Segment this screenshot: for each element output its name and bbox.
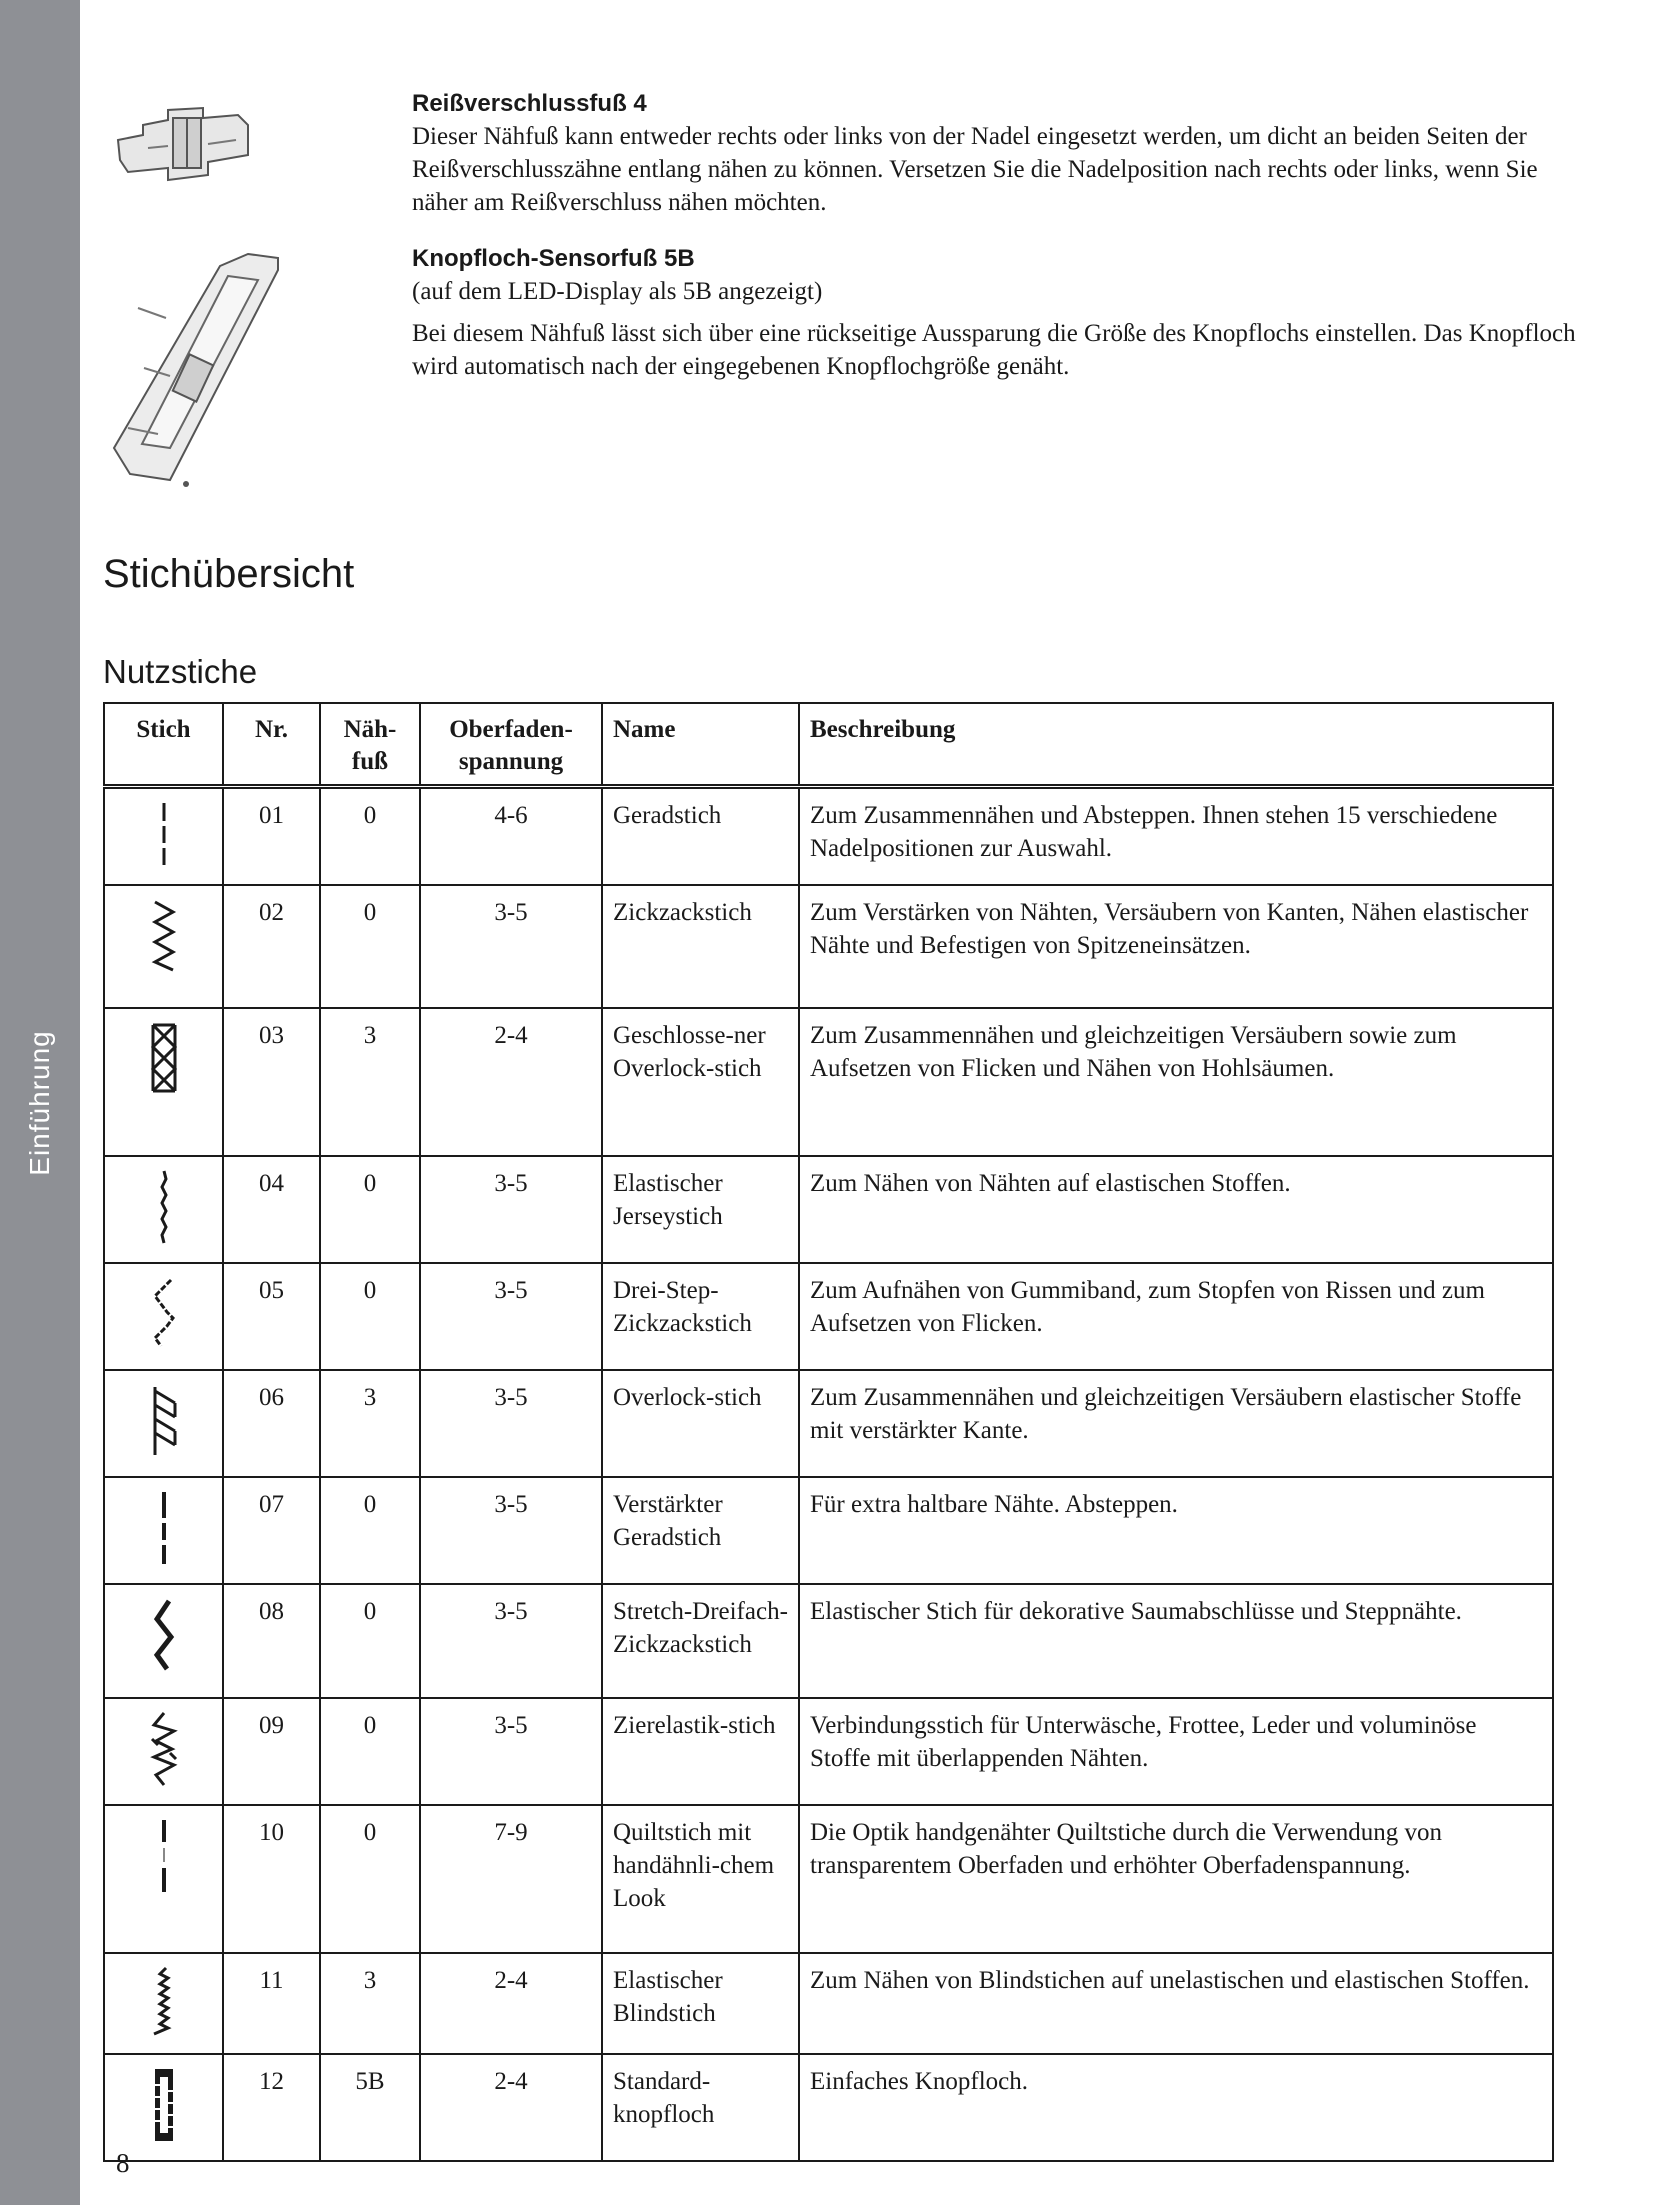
stitch-tension: 2-4 bbox=[420, 1953, 602, 2054]
buttonhole-foot-subtitle: (auf dem LED-Display als 5B angezeigt) bbox=[412, 278, 823, 305]
overlock-stitch-icon bbox=[147, 1381, 181, 1461]
stitch-foot: 3 bbox=[320, 1370, 420, 1477]
stitch-nr: 08 bbox=[223, 1584, 320, 1698]
zipper-foot-title: Reißverschlussfuß 4 bbox=[412, 90, 647, 117]
stitch-nr: 12 bbox=[223, 2054, 320, 2161]
stitch-tension: 3-5 bbox=[420, 1477, 602, 1584]
decorative-elastic-stitch-icon bbox=[144, 1709, 184, 1789]
header-foot: Näh-fuß bbox=[320, 703, 420, 787]
header-description: Beschreibung bbox=[799, 703, 1553, 787]
stitch-nr: 05 bbox=[223, 1263, 320, 1370]
header-name: Name bbox=[602, 703, 799, 787]
stitch-tension: 3-5 bbox=[420, 1584, 602, 1698]
stitch-name: Geradstich bbox=[602, 787, 799, 886]
page-number: 8 bbox=[116, 2148, 130, 2178]
stitch-tension: 3-5 bbox=[420, 1263, 602, 1370]
jersey-stitch-icon bbox=[154, 1167, 174, 1247]
zigzag-stitch-icon bbox=[149, 896, 179, 976]
buttonhole-foot-section bbox=[412, 243, 1592, 383]
stitch-foot: 0 bbox=[320, 1584, 420, 1698]
chapter-label: Einführung bbox=[24, 1030, 55, 1176]
stitch-nr: 11 bbox=[223, 1953, 320, 2054]
table-row bbox=[104, 885, 1553, 1008]
stretch-triple-zigzag-icon bbox=[149, 1595, 179, 1675]
utility-heading: Nutzstiche bbox=[103, 653, 258, 690]
stitch-table bbox=[103, 702, 1554, 2162]
table-row bbox=[104, 2054, 1553, 2161]
table-row bbox=[104, 1156, 1553, 1263]
stitch-foot: 0 bbox=[320, 1698, 420, 1805]
stitch-foot: 0 bbox=[320, 1263, 420, 1370]
table-row bbox=[104, 1584, 1553, 1698]
stitch-description: Zum Nähen von Blindstichen auf unelastischen und elastischen Stoffen. bbox=[799, 1953, 1553, 2054]
stitch-nr: 01 bbox=[223, 787, 320, 886]
stitch-description: Einfaches Knopfloch. bbox=[799, 2054, 1553, 2161]
stitch-nr: 06 bbox=[223, 1370, 320, 1477]
stitch-description: Zum Verstärken von Nähten, Versäubern von Kanten, Nähen elastischer Nähte und Befestigen von Spitzeneinsätzen. bbox=[799, 885, 1553, 1008]
stitch-tension: 2-4 bbox=[420, 1008, 602, 1156]
overview-heading: Stichübersicht bbox=[103, 552, 355, 596]
chapter-sidebar bbox=[0, 0, 80, 2205]
buttonhole-foot-description: Bei diesem Nähfuß lässt sich über eine rückseitige Aussparung die Größe des Knopflochs einstellen. Das Knopfloch wird automatisch nach der eingegebenen Knopflochgröße genäht. bbox=[412, 320, 1576, 380]
blind-stitch-icon bbox=[144, 1964, 184, 2038]
stitch-tension: 3-5 bbox=[420, 1698, 602, 1805]
buttonhole-foot-icon bbox=[108, 248, 298, 488]
stitch-foot: 0 bbox=[320, 787, 420, 886]
stitch-nr: 02 bbox=[223, 885, 320, 1008]
stitch-nr: 10 bbox=[223, 1805, 320, 1953]
stitch-name: Zickzackstich bbox=[602, 885, 799, 1008]
table-row bbox=[104, 1698, 1553, 1805]
stitch-name: Geschlosse-ner Overlock-stich bbox=[602, 1008, 799, 1156]
stitch-tension: 2-4 bbox=[420, 2054, 602, 2161]
stitch-description: Zum Zusammennähen und gleichzeitigen Versäubern elastischer Stoffe mit verstärkter Kante. bbox=[799, 1370, 1553, 1477]
table-row bbox=[104, 1370, 1553, 1477]
stitch-name: Verstärkter Geradstich bbox=[602, 1477, 799, 1584]
header-nr: Nr. bbox=[223, 703, 320, 787]
zipper-foot-icon bbox=[108, 100, 258, 188]
table-row bbox=[104, 1805, 1553, 1953]
stitch-tension: 3-5 bbox=[420, 1156, 602, 1263]
straight-stitch-icon bbox=[152, 799, 176, 869]
table-row bbox=[104, 1477, 1553, 1584]
stitch-description: Elastischer Stich für dekorative Saumabschlüsse und Steppnähte. bbox=[799, 1584, 1553, 1698]
stitch-foot: 0 bbox=[320, 1477, 420, 1584]
three-step-zigzag-icon bbox=[149, 1274, 179, 1354]
stitch-description: Zum Zusammennähen und gleichzeitigen Versäubern sowie zum Aufsetzen von Flicken und Nähen von Hohlsäumen. bbox=[799, 1008, 1553, 1156]
stitch-nr: 04 bbox=[223, 1156, 320, 1263]
table-row bbox=[104, 1953, 1553, 2054]
table-header-row bbox=[104, 703, 1553, 787]
table-row bbox=[104, 1008, 1553, 1156]
stitch-description: Die Optik handgenähter Quiltstiche durch die Verwendung von transparentem Oberfaden und erhöhter Oberfadenspannung. bbox=[799, 1805, 1553, 1953]
stitch-name: Zierelastik-stich bbox=[602, 1698, 799, 1805]
stitch-tension: 3-5 bbox=[420, 885, 602, 1008]
reinforced-straight-stitch-icon bbox=[152, 1488, 176, 1568]
stitch-tension: 3-5 bbox=[420, 1370, 602, 1477]
stitch-name: Standard-knopfloch bbox=[602, 2054, 799, 2161]
stitch-tension: 4-6 bbox=[420, 787, 602, 886]
closed-overlock-stitch-icon bbox=[147, 1019, 181, 1099]
stitch-foot: 3 bbox=[320, 1953, 420, 2054]
quilt-stitch-icon bbox=[152, 1816, 176, 1896]
stitch-description: Zum Aufnähen von Gummiband, zum Stopfen von Rissen und zum Aufsetzen von Flicken. bbox=[799, 1263, 1553, 1370]
stitch-description: Verbindungsstich für Unterwäsche, Frottee, Leder und voluminöse Stoffe mit überlappenden Nähten. bbox=[799, 1698, 1553, 1805]
stitch-nr: 09 bbox=[223, 1698, 320, 1805]
stitch-foot: 0 bbox=[320, 1805, 420, 1953]
stitch-description: Zum Nähen von Nähten auf elastischen Stoffen. bbox=[799, 1156, 1553, 1263]
table-row bbox=[104, 1263, 1553, 1370]
stitch-foot: 0 bbox=[320, 1156, 420, 1263]
buttonhole-icon bbox=[149, 2065, 179, 2145]
stitch-name: Quiltstich mit handähnli-chem Look bbox=[602, 1805, 799, 1953]
stitch-name: Drei-Step-Zickzackstich bbox=[602, 1263, 799, 1370]
stitch-nr: 03 bbox=[223, 1008, 320, 1156]
stitch-nr: 07 bbox=[223, 1477, 320, 1584]
stitch-description: Für extra haltbare Nähte. Absteppen. bbox=[799, 1477, 1553, 1584]
header-tension: Oberfaden-spannung bbox=[420, 703, 602, 787]
stitch-tension: 7-9 bbox=[420, 1805, 602, 1953]
stitch-name: Elastischer Jerseystich bbox=[602, 1156, 799, 1263]
table-row bbox=[104, 787, 1553, 886]
stitch-name: Stretch-Dreifach-Zickzackstich bbox=[602, 1584, 799, 1698]
stitch-name: Elastischer Blindstich bbox=[602, 1953, 799, 2054]
stitch-foot: 5B bbox=[320, 2054, 420, 2161]
buttonhole-foot-title: Knopfloch-Sensorfuß 5B bbox=[412, 245, 695, 272]
stitch-name: Overlock-stich bbox=[602, 1370, 799, 1477]
header-stitch: Stich bbox=[104, 703, 223, 787]
stitch-foot: 0 bbox=[320, 885, 420, 1008]
stitch-description: Zum Zusammennähen und Absteppen. Ihnen stehen 15 verschiedene Nadelpositionen zur Auswahl. bbox=[799, 787, 1553, 886]
zipper-foot-section bbox=[412, 88, 1592, 219]
zipper-foot-description: Dieser Nähfuß kann entweder rechts oder links von der Nadel eingesetzt werden, um dicht an beiden Seiten der Reißverschlusszähne entlang nähen zu können. Versetzen Sie die Nadelposition nach rechts oder links, wenn Sie näher am Reißverschluss nähen möchten. bbox=[412, 123, 1538, 216]
stitch-foot: 3 bbox=[320, 1008, 420, 1156]
